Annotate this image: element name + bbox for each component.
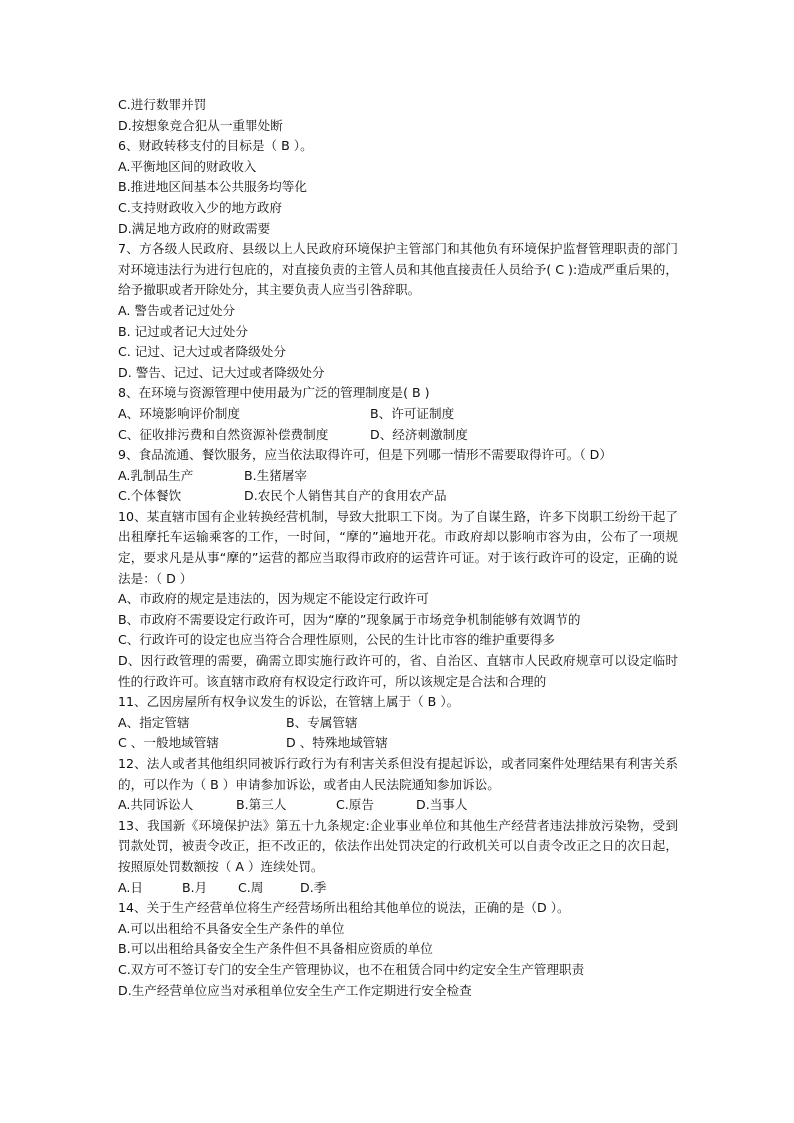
q14-stem: 14、关于生产经营单位将生产经营场所出租给其他单位的说法，正确的是（D ）。	[118, 900, 570, 916]
q9-option-d: D.农民个人销售其自产的食用农产品	[244, 488, 447, 504]
q11-option-b: B、专属管辖	[286, 714, 358, 730]
q14-option-a: A.可以出租给不具备安全生产条件的单位	[118, 920, 345, 936]
q11-options-row-1	[118, 713, 678, 734]
q13-option-b: B.月	[182, 879, 208, 895]
q8-option-b: B、许可证制度	[370, 405, 455, 421]
q8-stem: 8、在环境与资源管理中使用最为广泛的管理制度是( B )	[118, 385, 430, 401]
q13-options-row	[118, 878, 678, 899]
q8-option-a: A、环境影响评价制度	[118, 405, 240, 421]
q6-option-c: C.支持财政收入少的地方政府	[118, 199, 282, 215]
q14-option-d: D.生产经营单位应当对承租单位安全生产工作定期进行安全检查	[118, 982, 472, 998]
q12-stem: 12、法人或者其他组织同被诉行政行为有利害关系但没有提起诉讼，或者同案件处理结果有利害关系的，可以作为（ B ）申请参加诉讼，或者由人民法院通知参加诉讼。	[118, 756, 678, 792]
q10-option-c: C、行政许可的设定也应当符合合理性原则，公民的生计比市容的维护重要得多	[118, 632, 555, 648]
q12-options-row	[118, 795, 678, 816]
q9-option-a: A.乳制品生产	[118, 467, 194, 483]
q8-option-d: D、经济刺激制度	[370, 426, 468, 442]
q6-option-d: D.满足地方政府的财政需要	[118, 220, 271, 236]
q11-option-c: C 、一般地域管辖	[118, 735, 219, 751]
q7-option-b: B. 记过或者记大过处分	[118, 323, 248, 339]
q7-stem: 7、方各级人民政府、县级以上人民政府环境保护主管部门和其他负有环境保护监督管理职责的部门对环境违法行为进行包庇的，对直接负责的主管人员和其他直接责任人员给予( C ):造成严重后果的，给予撤职或者开除处分，其主要负责人应当引咎辞职。	[118, 241, 678, 298]
q8-option-c: C、征收排污费和自然资源补偿费制度	[118, 426, 329, 442]
q5-option-d: D.按想象竞合犯从一重罪处断	[118, 117, 283, 133]
q7-option-d: D. 警告、记过、记大过或者降级处分	[118, 364, 325, 380]
q5-option-c: C.进行数罪并罚	[118, 97, 207, 112]
q9-stem: 9、食品流通、餐饮服务，应当依法取得许可，但是下列哪一情形不需要取得许可。（ D）	[118, 447, 612, 463]
q11-options-row-2	[118, 733, 678, 754]
q10-stem: 10、某直辖市国有企业转换经营机制，导致大批职工下岗。为了自谋生路，许多下岗职工纷纷干起了出租摩托车运输乘客的工作，一时间，“摩的”遍地开花。市政府却以影响市容为由，公布了一项规定，要求凡是从事“摩的”运营的都应当取得市政府的运营许可证。对于该行政许可的设定，正确的说法是：（ D ）	[118, 508, 678, 586]
q13-option-c: C.周	[238, 879, 264, 895]
q11-stem: 11、乙因房屋所有权争议发生的诉讼，在管辖上属于（ B ）。	[118, 694, 460, 710]
document-page	[118, 95, 678, 1001]
q7-option-c: C. 记过、记大过或者降级处分	[118, 344, 286, 360]
q7-option-a: A. 警告或者记过处分	[118, 302, 236, 318]
q13-option-a: A.日	[118, 879, 143, 895]
q9-option-b: B.生猪屠宰	[244, 467, 308, 483]
q10-option-d: D、因行政管理的需要，确需立即实施行政许可的，省、自治区、直辖市人民政府规章可以设定临时性的行政许可。该直辖市政府有权设定行政许可，所以该规定是合法和合理的	[118, 653, 678, 689]
q12-option-b: B.第三人	[236, 797, 287, 813]
q6-option-a: A.平衡地区间的财政收入	[118, 158, 257, 174]
q12-option-c: C.原告	[336, 797, 374, 813]
q9-option-c: C.个体餐饮	[118, 488, 182, 504]
q9-options-row-2	[118, 486, 678, 507]
q11-option-a: A、指定管辖	[118, 714, 190, 730]
q12-option-d: D.当事人	[416, 797, 468, 813]
q10-option-a: A、市政府的规定是违法的，因为规定不能设定行政许可	[118, 591, 429, 607]
q12-option-a: A.共同诉讼人	[118, 797, 194, 813]
q6-option-b: B.推进地区间基本公共服务均等化	[118, 179, 307, 195]
q10-option-b: B、市政府不需要设定行政许可，因为“摩的”现象属于市场竞争机制能够有效调节的	[118, 611, 581, 627]
q14-option-c: C.双方可不签订专门的安全生产管理协议，也不在租赁合同中约定安全生产管理职责	[118, 961, 585, 977]
q14-option-b: B.可以出租给具备安全生产条件但不具备相应资质的单位	[118, 941, 433, 957]
q11-option-d: D 、特殊地域管辖	[286, 735, 388, 751]
q8-options-row-1	[118, 404, 678, 425]
q13-option-d: D.季	[300, 879, 327, 895]
q9-options-row-1	[118, 466, 678, 487]
q8-options-row-2	[118, 425, 678, 446]
q13-stem: 13、我国新《环境保护法》第五十九条规定:企业事业单位和其他生产经营者违法排放污染物，受到罚款处罚，被责令改正，拒不改正的，依法作出处罚决定的行政机关可以自责令改正之日的次日起，按照原处罚数额按（ A ）连续处罚。	[118, 817, 678, 874]
q6-stem: 6、财政转移支付的目标是（ B ）。	[118, 138, 313, 154]
